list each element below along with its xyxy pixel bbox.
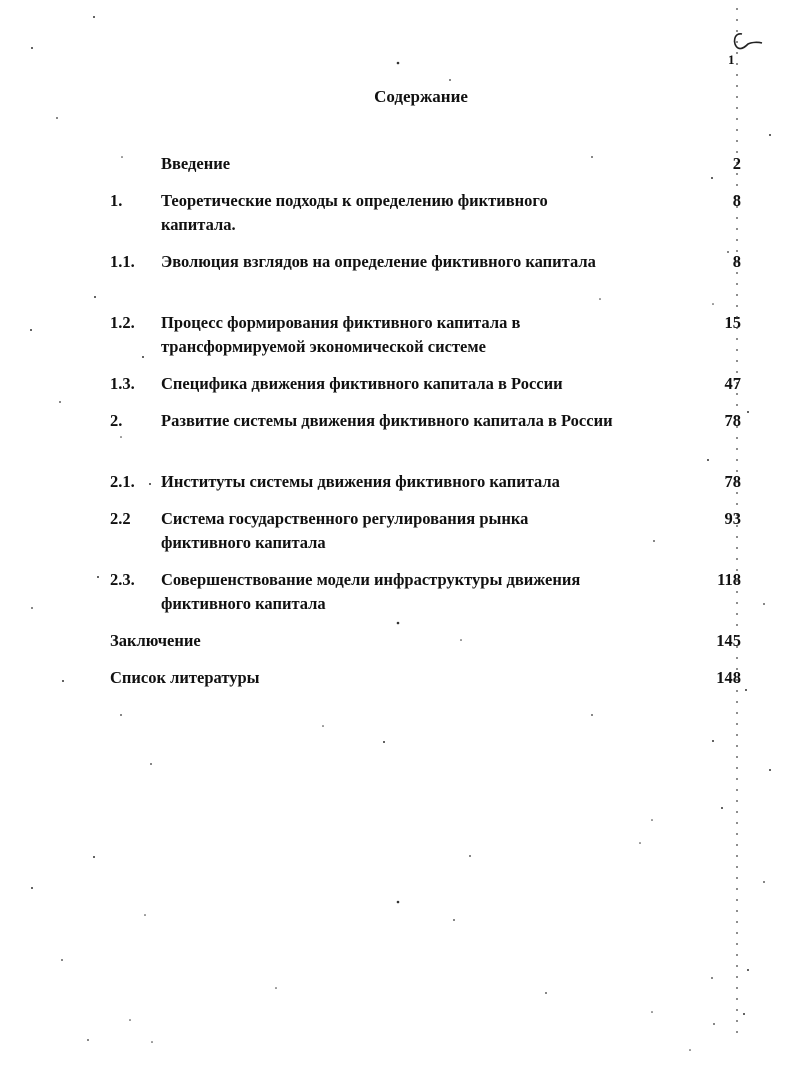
toc-entry-text: Теоретические подходы к определению фиктивного капитала. [161, 191, 548, 234]
toc-entry-number: 2.1. [110, 472, 135, 491]
toc-entry-number: 2. [110, 411, 123, 430]
toc-entry-number: 1.3. [110, 374, 135, 393]
toc-entry-text: Совершенствование модели инфраструктуры движения фиктивного капитала [161, 570, 581, 613]
toc-entry-page: 78 [724, 411, 741, 430]
toc-entry-number: 1.1. [110, 252, 135, 271]
toc-entry-number: 1. [110, 191, 123, 210]
toc-entry-text: Специфика движения фиктивного капитала в России [161, 374, 563, 393]
page-number: 1 [728, 52, 735, 67]
toc-entry-text: Заключение [110, 631, 201, 650]
toc-entry-page: 8 [732, 252, 741, 271]
toc-entry-number: 2.2 [110, 509, 131, 528]
toc-entry-page: 2 [732, 154, 741, 173]
toc-entry-page: 8 [732, 191, 741, 210]
toc-entry-text: Процесс формирования фиктивного капитала в трансформируемой экономической системе [161, 313, 521, 356]
toc-entry-text: Введение [161, 154, 231, 173]
toc-entry-page: 145 [716, 631, 741, 650]
page-title: Содержание [374, 87, 468, 106]
toc-entry-page: 15 [724, 313, 741, 332]
toc-entry-text: Система государственного регулирования рынка фиктивного капитала [161, 509, 529, 552]
toc-entry-text: Эволюция взглядов на определение фиктивного капитала [161, 252, 596, 271]
toc-entry-page: 148 [716, 668, 741, 687]
toc-entry-text: Институты системы движения фиктивного капитала [161, 472, 560, 491]
toc-entry-page: 93 [724, 509, 741, 528]
toc-entry-page: 47 [724, 374, 741, 393]
toc-entry-number: 2.3. [110, 570, 135, 589]
toc-entry-page: 78 [724, 472, 741, 491]
toc-entry-text: Развитие системы движения фиктивного капитала в России [161, 411, 613, 430]
toc-entry-page: 118 [717, 570, 741, 589]
toc-entry-text: Список литературы [110, 668, 260, 687]
toc-entry-number: 1.2. [110, 313, 135, 332]
